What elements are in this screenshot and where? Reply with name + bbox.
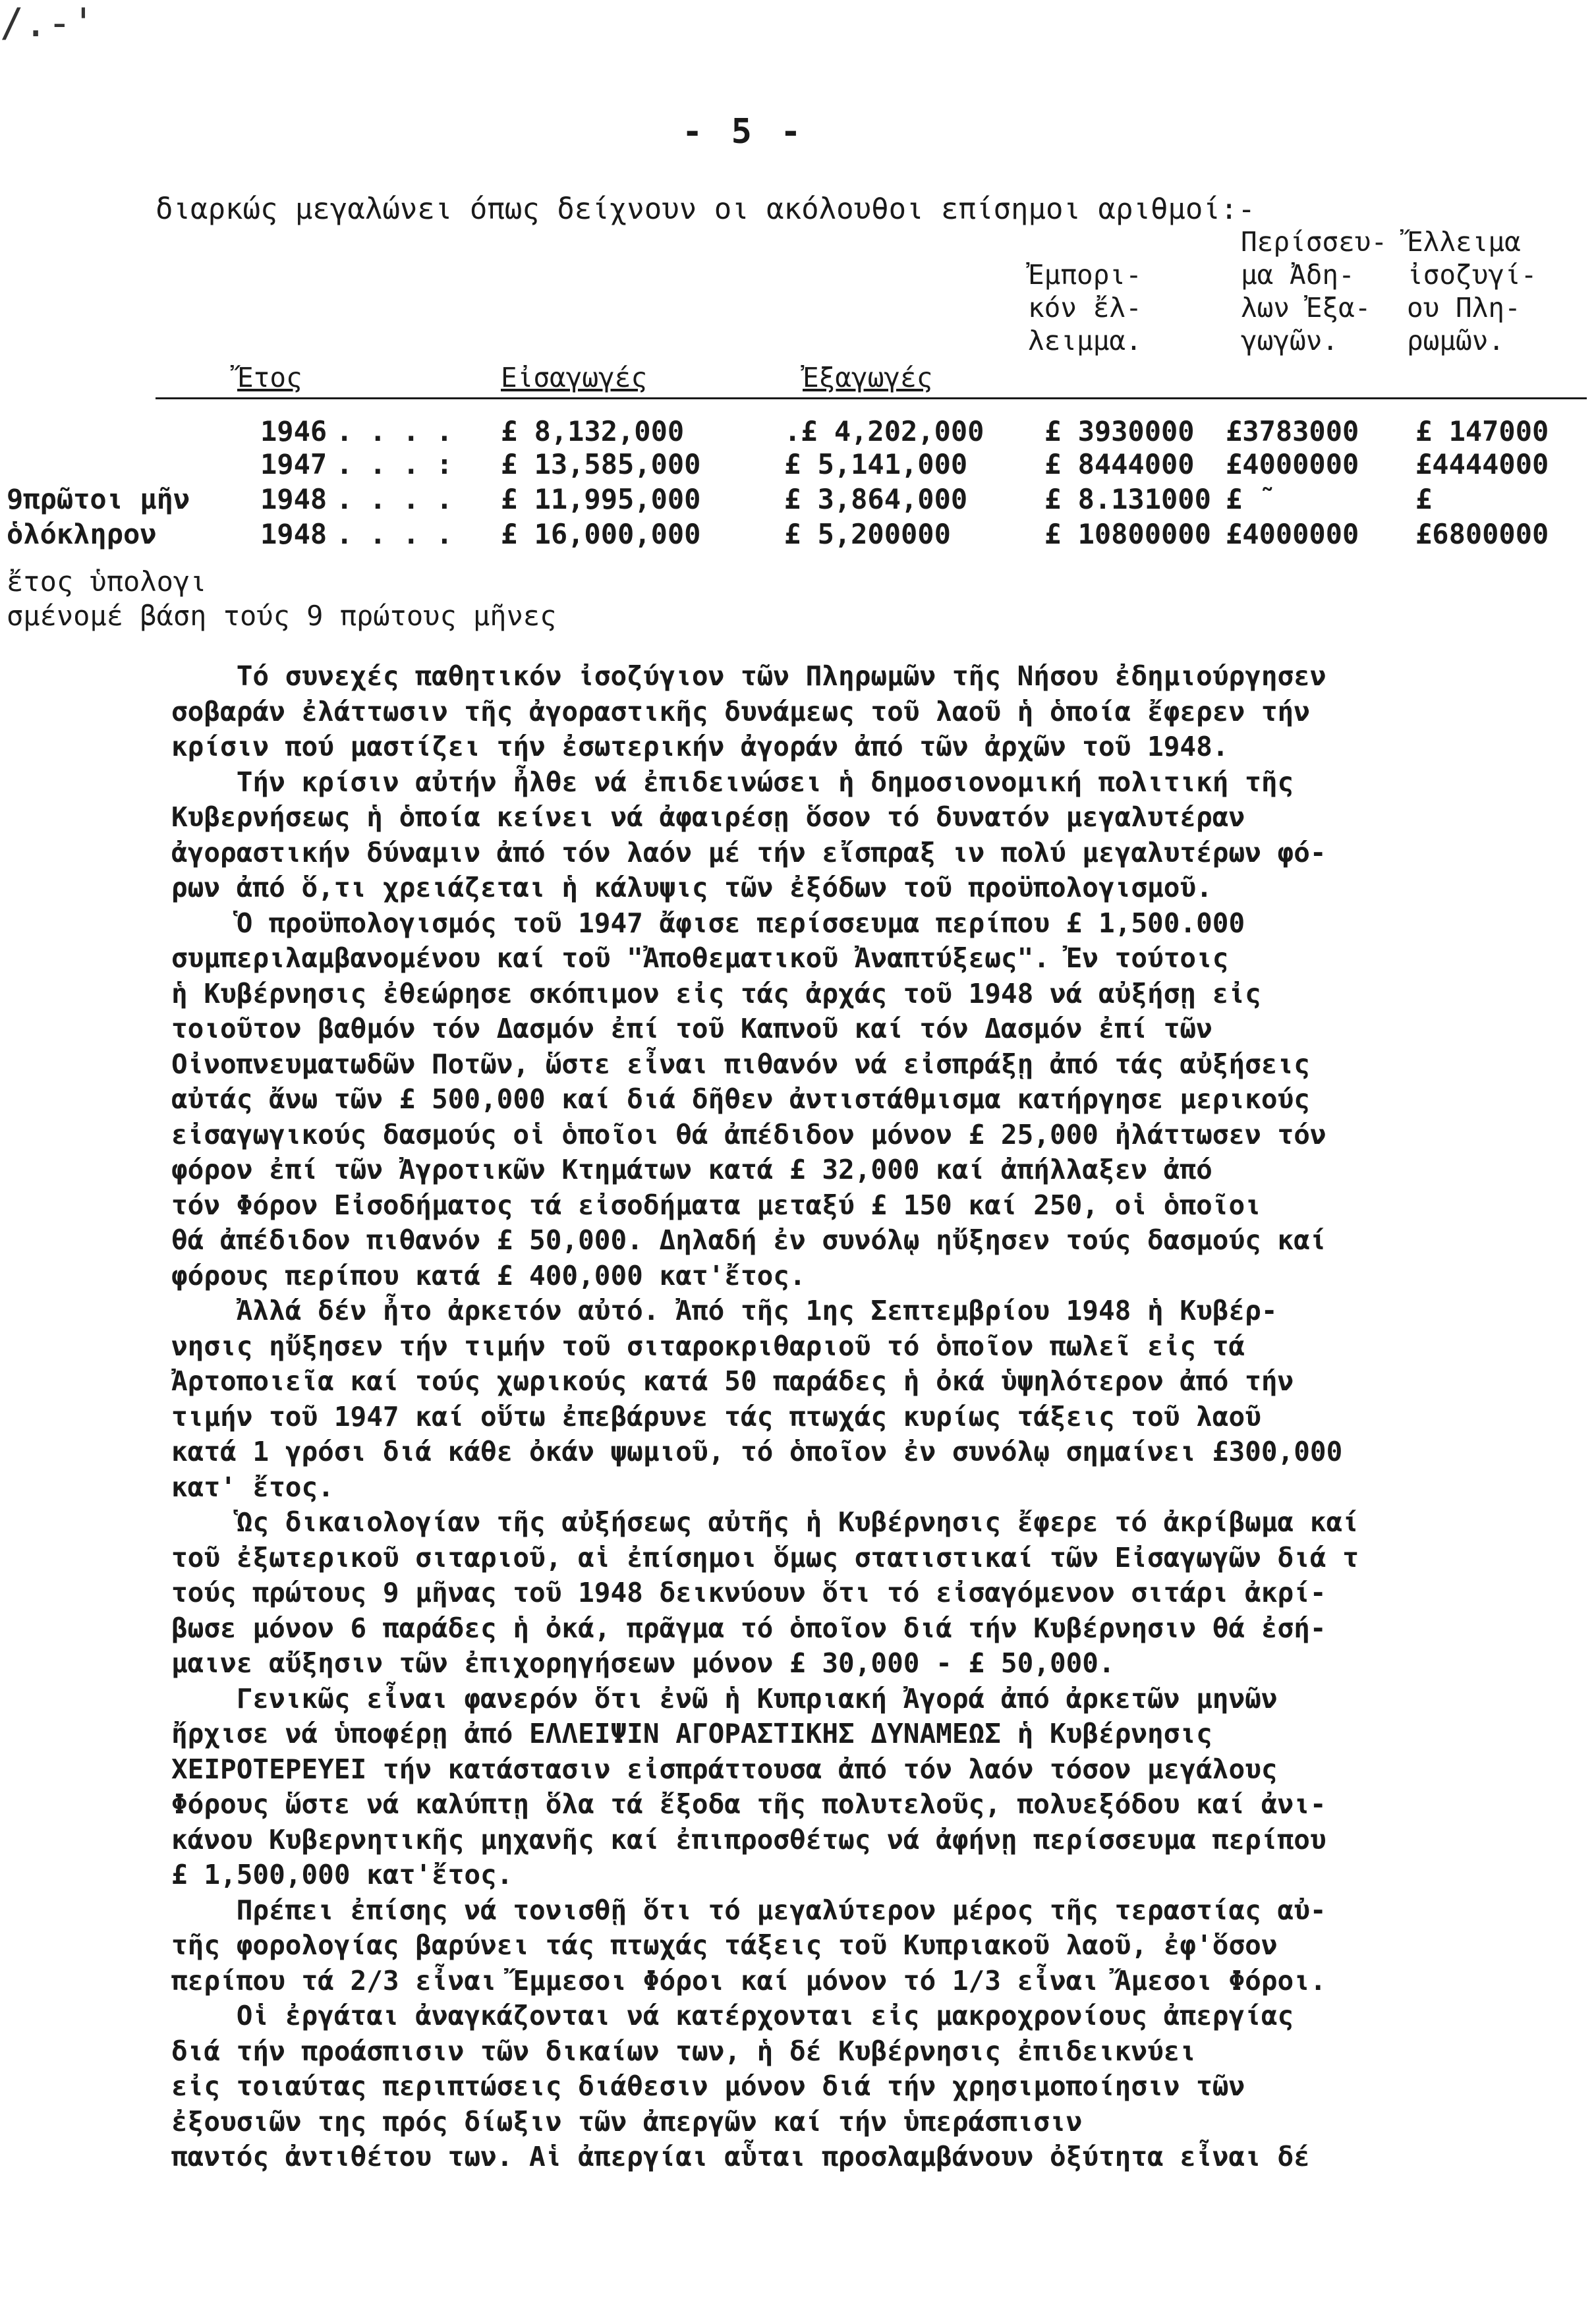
intro-line: διαρκώς μεγαλώνει όπως δείχνουν οι ακόλουθοι επίσημοι αριθμοί:-	[156, 192, 1255, 226]
body-line: νησις ηὔξησεν τήν τιμήν τοῦ σιταροκριθαριοῦ τό ὁποῖον πωλεῖ εἰς τά	[171, 1330, 1245, 1362]
header-imports: Εἰσαγωγές	[501, 362, 648, 393]
row-trade-deficit: £ 3930000	[1044, 415, 1195, 447]
row-exports: £ 3,864,000	[784, 483, 968, 515]
body-line: τοιοῦτον βαθμόν τόν Δασμόν ἐπί τοῦ Καπνοῦ καί τόν Δασμόν ἐπί τῶν	[171, 1013, 1212, 1044]
header-trade-deficit: Ἐμπορι- κόν ἔλ- λειμμα.	[1028, 259, 1142, 356]
body-line: θά ἀπέδιδον πιθανόν £ 50,000. Δηλαδή ἐν συνόλῳ ηὔξησεν τούς δασμούς καί	[171, 1224, 1326, 1256]
body-line: Οἱ ἐργάται ἀναγκάζονται νά κατέρχονται εἰς μακροχρονίους ἀπεργίας	[171, 2000, 1294, 2031]
row-imports: £ 16,000,000	[501, 518, 701, 550]
body-line: ἤρχισε νά ὑποφέρῃ ἀπό ΕΛΛΕΙΨΙΝ ΑΓΟΡΑΣΤΙΚΗΣ ΔΥΝΑΜΕΩΣ ἡ Κυβέρνησις	[171, 1718, 1212, 1749]
body-line: Πρέπει ἐπίσης νά τονισθῇ ὅτι τό μεγαλύτερον μέρος τῆς τεραστίας αὐ-	[171, 1894, 1326, 1926]
body-line: διά τήν προάσπισιν τῶν δικαίων των, ἡ δέ Κυβέρνησις ἐπιδεικνύει	[171, 2035, 1197, 2067]
body-text	[171, 659, 1595, 2175]
body-line: ἡ Κυβέρνησις ἐθεώρησε σκόπιμον εἰς τάς ἀρχάς τοῦ 1948 νά αὐξήσῃ εἰς	[171, 977, 1261, 1009]
row-dots: . . . :	[336, 448, 453, 480]
row-exports: £ 5,141,000	[784, 448, 968, 480]
row-imports: £ 8,132,000	[501, 415, 685, 447]
header-exports: Ἐξαγωγές	[803, 362, 933, 393]
body-line: παντός ἀντιθέτου των. Αἱ ἀπεργίαι αὗται προσλαμβάνουν ὀξύτητα εἶναι δέ	[171, 2141, 1310, 2172]
body-line: τούς πρώτους 9 μῆνας τοῦ 1948 δεικνύουν ὅτι τό εἰσαγόμενον σιτάρι ἀκρί-	[171, 1577, 1326, 1608]
body-line: Φόρους ὥστε νά καλύπτῃ ὅλα τά ἔξοδα τῆς πολυτελοῦς, πολυεξόδου καί ἀνι-	[171, 1788, 1326, 1820]
body-line: βωσε μόνον 6 παράδες ἡ ὀκά, πρᾶγμα τό ὁποῖον διά τήν Κυβέρνησιν θά ἐσή-	[171, 1612, 1326, 1644]
header-invisible-surplus: Περίσσευ- μα Ἀδη- λων Ἐξα- γωγῶν.	[1241, 226, 1388, 356]
row-deficit: £	[1415, 483, 1433, 515]
body-line: Ἀρτοποιεῖα καί τούς χωρικούς κατά 50 παράδες ἡ ὀκά ὑψηλότερον ἀπό τήν	[171, 1365, 1294, 1397]
row-deficit: £4444000	[1415, 448, 1549, 480]
body-line: αὐτάς ἄνω τῶν £ 500,000 καί διά δῆθεν ἀντιστάθμισμα κατήργησε μερικούς	[171, 1083, 1310, 1115]
body-line: φόρον ἐπί τῶν Ἀγροτικῶν Κτημάτων κατά £ 32,000 καί ἀπήλλαξεν ἀπό	[171, 1154, 1212, 1185]
table-footnote-1: ἔτος ὑπολογι	[7, 565, 207, 598]
body-line: κρίσιν πού μαστίζει τήν ἐσωτερικήν ἀγοράν ἀπό τῶν ἀρχῶν τοῦ 1948.	[171, 731, 1229, 762]
row-imports: £ 11,995,000	[501, 483, 701, 515]
body-line: τόν Φόρον Εἰσοδήματος τά εἰσοδήματα μεταξύ £ 150 καί 250, οἱ ὁποῖοι	[171, 1189, 1261, 1221]
body-line: μαινε αὔξησιν τῶν ἐπιχορηγήσεων μόνον £ 30,000 - £ 50,000.	[171, 1647, 1115, 1679]
row-trade-deficit: £ 8444000	[1044, 448, 1195, 480]
body-line: Τήν κρίσιν αὐτήν ἦλθε νά ἐπιδεινώσει ἡ δημοσιονομική πολιτική τῆς	[171, 766, 1294, 798]
page-number: - 5 -	[682, 112, 805, 152]
body-line: ΧΕΙΡΟΤΕΡΕΥΕΙ τήν κατάστασιν εἰσπράττουσα ἀπό τόν λαόν τόσον μεγάλους	[171, 1753, 1278, 1785]
row-year: 1948	[260, 483, 328, 515]
row-dots: . . . .	[336, 518, 453, 550]
body-line: Ὁ προϋπολογισμός τοῦ 1947 ἄφισε περίσσευμα περίπου £ 1,500.000	[171, 907, 1245, 939]
header-payments-deficit: Ἔλλειμα ἰσοζυγί- ου Πλη- ρωμῶν.	[1407, 226, 1537, 356]
body-line: κατ' ἔτος.	[171, 1471, 334, 1503]
body-line: περίπου τά 2/3 εἶναι Ἔμμεσοι Φόροι καί μόνον τό 1/3 εἶναι Ἄμεσοι Φόροι.	[171, 1964, 1326, 1997]
body-line: Τό συνεχές παθητικόν ἰσοζύγιον τῶν Πληρωμῶν τῆς Νήσου ἐδημιούργησεν	[171, 660, 1326, 692]
header-year: Ἔτος	[237, 362, 302, 393]
body-line: Ἀλλά δέν ἦτο ἀρκετόν αὐτό. Ἀπό τῆς 1ης Σεπτεμβρίου 1948 ἡ Κυβέρ-	[171, 1295, 1278, 1326]
row-year: 1948	[260, 518, 328, 550]
body-line: £ 1,500,000 κατ'ἔτος.	[171, 1859, 513, 1890]
row-surplus: £4000000	[1226, 518, 1359, 550]
row-exports: £ 5,200000	[784, 518, 951, 550]
corner-marks: /.-'	[0, 0, 96, 46]
body-line: κάνου Κυβερνητικῆς μηχανῆς καί ἐπιπροσθέτως νά ἀφήνῃ περίσσευμα περίπου	[171, 1823, 1326, 1856]
body-line: ἐξουσιῶν της πρός δίωξιν τῶν ἀπεργῶν καί τήν ὑπεράσπισιν	[171, 2105, 1083, 2138]
body-line: εἰς τοιαύτας περιπτώσεις διάθεσιν μόνον διά τήν χρησιμοποίησιν τῶν	[171, 2070, 1245, 2102]
body-line: Ὡς δικαιολογίαν τῆς αὐξήσεως αὐτῆς ἡ Κυβέρνησις ἔφερε τό ἀκρίβωμα καί	[171, 1506, 1359, 1538]
table-rule	[156, 397, 1587, 399]
row-year: 1947	[260, 448, 328, 480]
row-imports: £ 13,585,000	[501, 448, 701, 480]
row-deficit: £ 147000	[1415, 415, 1549, 447]
body-line: Γενικῶς εἶναι φανερόν ὅτι ἐνῶ ἡ Κυπριακή Ἀγορά ἀπό ἀρκετῶν μηνῶν	[171, 1682, 1278, 1715]
body-line: τιμήν τοῦ 1947 καί οὕτω ἐπεβάρυνε τάς πτωχάς κυρίως τάξεις τοῦ λαοῦ	[171, 1400, 1261, 1432]
body-line: Κυβερνήσεως ἡ ὁποία κείνει νά ἀφαιρέσῃ ὅσον τό δυνατόν μεγαλυτέραν	[171, 801, 1245, 833]
body-line: τῆς φορολογίας βαρύνει τάς πτωχάς τάξεις τοῦ Κυπριακοῦ λαοῦ, ἐφ'ὅσον	[171, 1929, 1278, 1961]
body-line: φόρους περίπου κατά £ 400,000 κατ'ἔτος.	[171, 1259, 806, 1291]
body-line: ρων ἀπό ὅ,τι χρειάζεται ἡ κάλυψις τῶν ἐξόδων τοῦ προϋπολογισμοῦ.	[171, 872, 1212, 903]
row-surplus: £ ˜	[1226, 483, 1276, 515]
body-line: κατά 1 γρόσι διά κάθε ὀκάν ψωμιοῦ, τό ὁποῖον ἐν συνόλῳ σημαίνει £300,000	[171, 1436, 1343, 1467]
row-trade-deficit: £ 10800000	[1044, 518, 1211, 550]
body-line: εἰσαγωγικούς δασμούς οἱ ὁποῖοι θά ἀπέδιδον μόνον £ 25,000 ἠλάττωσεν τόν	[171, 1118, 1326, 1150]
row-trade-deficit: £ 8.131000	[1044, 483, 1211, 515]
row-dots: . . . .	[336, 415, 453, 447]
row-label: 9πρῶτοι μῆν	[7, 483, 190, 515]
body-line: τοῦ ἐξωτερικοῦ σιταριοῦ, αἱ ἐπίσημοι ὅμως στατιστικαί τῶν Εἰσαγωγῶν διά τ	[171, 1541, 1359, 1574]
row-surplus: £3783000	[1226, 415, 1359, 447]
row-exports: .£ 4,202,000	[784, 415, 984, 447]
body-line: συμπεριλαμβανομένου καί τοῦ "Ἀποθεματικοῦ Ἀναπτύξεως". Ἐν τούτοις	[171, 942, 1229, 974]
row-surplus: £4000000	[1226, 448, 1359, 480]
table-footnote-2: σμένομέ βάση τούς 9 πρώτους μῆνες	[7, 600, 557, 632]
row-deficit: £6800000	[1415, 518, 1549, 550]
body-line: σοβαράν ἐλάττωσιν τῆς ἀγοραστικῆς δυνάμεως τοῦ λαοῦ ἡ ὁποία ἔφερεν τήν	[171, 695, 1310, 727]
row-label: ὁλόκληρον	[7, 518, 157, 550]
body-line: Οἰνοπνευματωδῶν Ποτῶν, ὥστε εἶναι πιθανόν νά εἰσπράξῃ ἀπό τάς αὐξήσεις	[171, 1048, 1310, 1080]
body-line: ἀγοραστικήν δύναμιν ἀπό τόν λαόν μέ τήν εἴσπραξ ιν πολύ μεγαλυτέρων φό-	[171, 836, 1326, 868]
row-dots: . . . .	[336, 483, 453, 515]
row-year: 1946	[260, 415, 328, 447]
